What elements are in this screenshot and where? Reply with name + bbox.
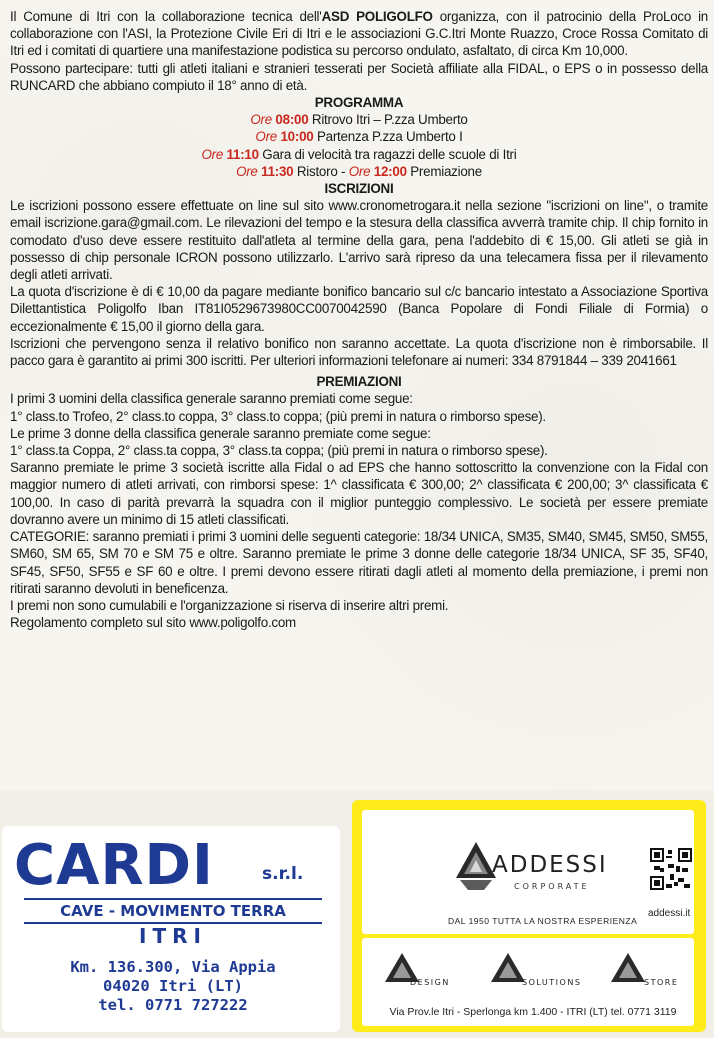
iscrizioni-heading: ISCRIZIONI <box>324 181 394 197</box>
program-item <box>10 128 708 145</box>
program-time: 08:00 <box>275 112 309 128</box>
service-solutions: SOLUTIONS <box>522 978 582 987</box>
premiazioni-line: 1° class.ta Coppa, 2° class.ta coppa, 3° class.ta coppa; (più premi in natura o rimborso spese). <box>10 443 548 459</box>
eligibility-paragraph: Possono partecipare: tutti gli atleti italiani e stranieri tesserati per Società affiliate alla FIDAL, o EPS o in possesso della RUNCARD che abbiano compiuto il 18° anno di età. <box>10 60 708 93</box>
premiazioni-line: Saranno premiate le prime 3 società iscritte alla Fidal o ad EPS che hanno sottoscritto la convenzione con la Fidal con maggior numero di atleti arrivati, con rimborsi spese: 1^ classificata € 300,00; 2^ classificata € 200,00; 3^ classificata € 100,00. In caso di parità prevarrà la squadra con il miglior punteggio complessivo. Le società per essere premiate dovranno avere un minimo di 15 atleti classificati. <box>10 460 708 527</box>
iscrizioni-paragraph: Le iscrizioni possono essere effettuate on line sul sito www.cronometrogara.it nella sezione "iscrizioni on line", o tramite email iscrizione.gara@gmail.com. Le rilevazioni del tempo e la stesura della classifica avverrà tramite chip. Il chip fornito in comodato d'uso deve essere restituito dall'atleta al termine della gara, pena l'addebito di € 15,00. Gli atleti se già in possesso di chip personale ICRON possono utilizzarlo. L'arrivo sarà ripreso da una telecamera fissa per il rilevamento degli atleti arrivati. <box>10 198 708 283</box>
cardi-address-line: Km. 136.300, Via Appia <box>70 958 276 976</box>
program-text: Gara di velocità tra ragazzi delle scuole di Itri <box>262 146 517 162</box>
service-store: STORE <box>644 978 679 987</box>
program-text: Premiazione <box>410 163 482 179</box>
premiazioni-line: CATEGORIE: saranno premiati i primi 3 uomini delle seguenti categorie: 18/34 UNICA, SM35, SM40, SM45, SM50, SM55, SM60, SM 65, SM 70 e SM 75 e oltre. Saranno premiate le prime 3 donne delle categorie 18/34 UNICA, SF 35, SF40, SF45, SF50, SF55 e SF 60 e oltre. I premi devono essere ritirati dagli atleti al momento della premiazione, i premi non ritirati saranno devoluti in beneficenza. <box>10 529 708 596</box>
program-time: 11:10 <box>226 146 259 162</box>
website-line: Regolamento completo sul sito www.poligolfo.com <box>10 615 296 631</box>
cardi-sponsor-ad <box>2 826 340 1032</box>
program-time: 12:00 <box>373 163 407 179</box>
regulation-text <box>10 8 708 631</box>
cardi-address-line: 04020 Itri (LT) <box>103 977 243 995</box>
addessi-corporate: CORPORATE <box>514 882 590 891</box>
iscrizioni-paragraph: La quota d'iscrizione è di € 10,00 da pagare mediante bonifico bancario sul c/c bancario intestato a Associazione Sportiva Dilettantistica Poligolfo Iban IT81I0529673980CC0070042590 (Banca Popolare di Fondi Filiale di Formia) o eccezionalmente € 15,00 il giorno della gara. <box>10 284 708 334</box>
ore-label: Ore <box>236 163 258 179</box>
addessi-address: Via Prov.le Itri - Sperlonga km 1.400 - ITRI (LT) tel. 0771 3119 <box>389 1006 677 1018</box>
service-design: DESIGN <box>410 978 450 987</box>
premiazioni-line: Le prime 3 donne della classifica generale saranno premiate come segue: <box>10 425 431 441</box>
premiazioni-line: I primi 3 uomini della classifica generale saranno premiati come segue: <box>10 391 413 407</box>
program-time: 11:30 <box>261 163 294 179</box>
program-item <box>10 163 708 180</box>
cardi-phone: tel. 0771 727222 <box>98 996 248 1014</box>
program-item <box>10 146 708 163</box>
program-text: Partenza P.zza Umberto I <box>316 129 463 145</box>
addessi-services-panel <box>362 938 694 1026</box>
premiazioni-line: I premi non sono cumulabili e l'organizzazione si riserva di inserire altri premi. <box>10 597 449 613</box>
cardi-city: ITRI <box>139 924 207 948</box>
addessi-header-panel <box>362 810 694 934</box>
cardi-address <box>14 958 332 1015</box>
program-time: 10:00 <box>280 129 314 145</box>
intro-text-b: organizza, con il patrocinio della ProLoco in collaborazione con l'ASI, la Protezione Civile Eri di Itri e le associazioni G.C.Itri Monte Ruazzo, Croce Rossa Comitato di Itri ed i comitati di quartiere una manifestazione podistica su percorso ondulato, asfaltato, di circa Km 10,000. <box>10 9 708 59</box>
cardi-logo: CARDI <box>14 833 214 898</box>
ore-label: Ore <box>250 112 272 128</box>
programma-heading: PROGRAMMA <box>314 95 404 111</box>
qr-code-icon <box>650 848 692 890</box>
intro-text-a: Il Comune di Itri con la collaborazione tecnica dell' <box>10 9 322 24</box>
premiazioni-heading: PREMIAZIONI <box>316 374 402 390</box>
addessi-website: addessi.it <box>648 908 691 919</box>
premiazioni-line: 1° class.to Trofeo, 2° class.to coppa, 3° class.to coppa; (più premi in natura o rimborso spese). <box>10 408 546 424</box>
organizer-name: ASD POLIGOLFO <box>321 9 433 24</box>
program-text: Ritrovo Itri – P.zza Umberto <box>311 112 468 128</box>
ore-label: Ore <box>201 146 224 162</box>
cardi-srl: s.r.l. <box>262 864 304 884</box>
addessi-name: ADDESSI <box>492 852 608 878</box>
addessi-tagline: DAL 1950 TUTTA LA NOSTRA ESPERIENZA <box>448 916 638 926</box>
addessi-sponsor-ad <box>352 800 706 1032</box>
solutions-logo-icon <box>490 952 526 984</box>
cardi-activity: CAVE - MOVIMENTO TERRA <box>24 898 322 924</box>
ore-label: Ore <box>255 129 277 145</box>
intro-paragraph <box>10 8 708 60</box>
iscrizioni-paragraph: Iscrizioni che pervengono senza il relativo bonifico non saranno accettate. La quota d'iscrizione non è rimborsabile. Il pacco gara è garantito ai primi 300 iscritti. Per ulteriori informazioni telefonare ai numeri: 334 8791844 – 339 2041661 <box>10 335 708 369</box>
store-logo-icon <box>610 952 646 984</box>
program-text: Ristoro - <box>296 163 349 179</box>
program-item <box>10 111 708 128</box>
ore-label: Ore <box>348 163 371 179</box>
